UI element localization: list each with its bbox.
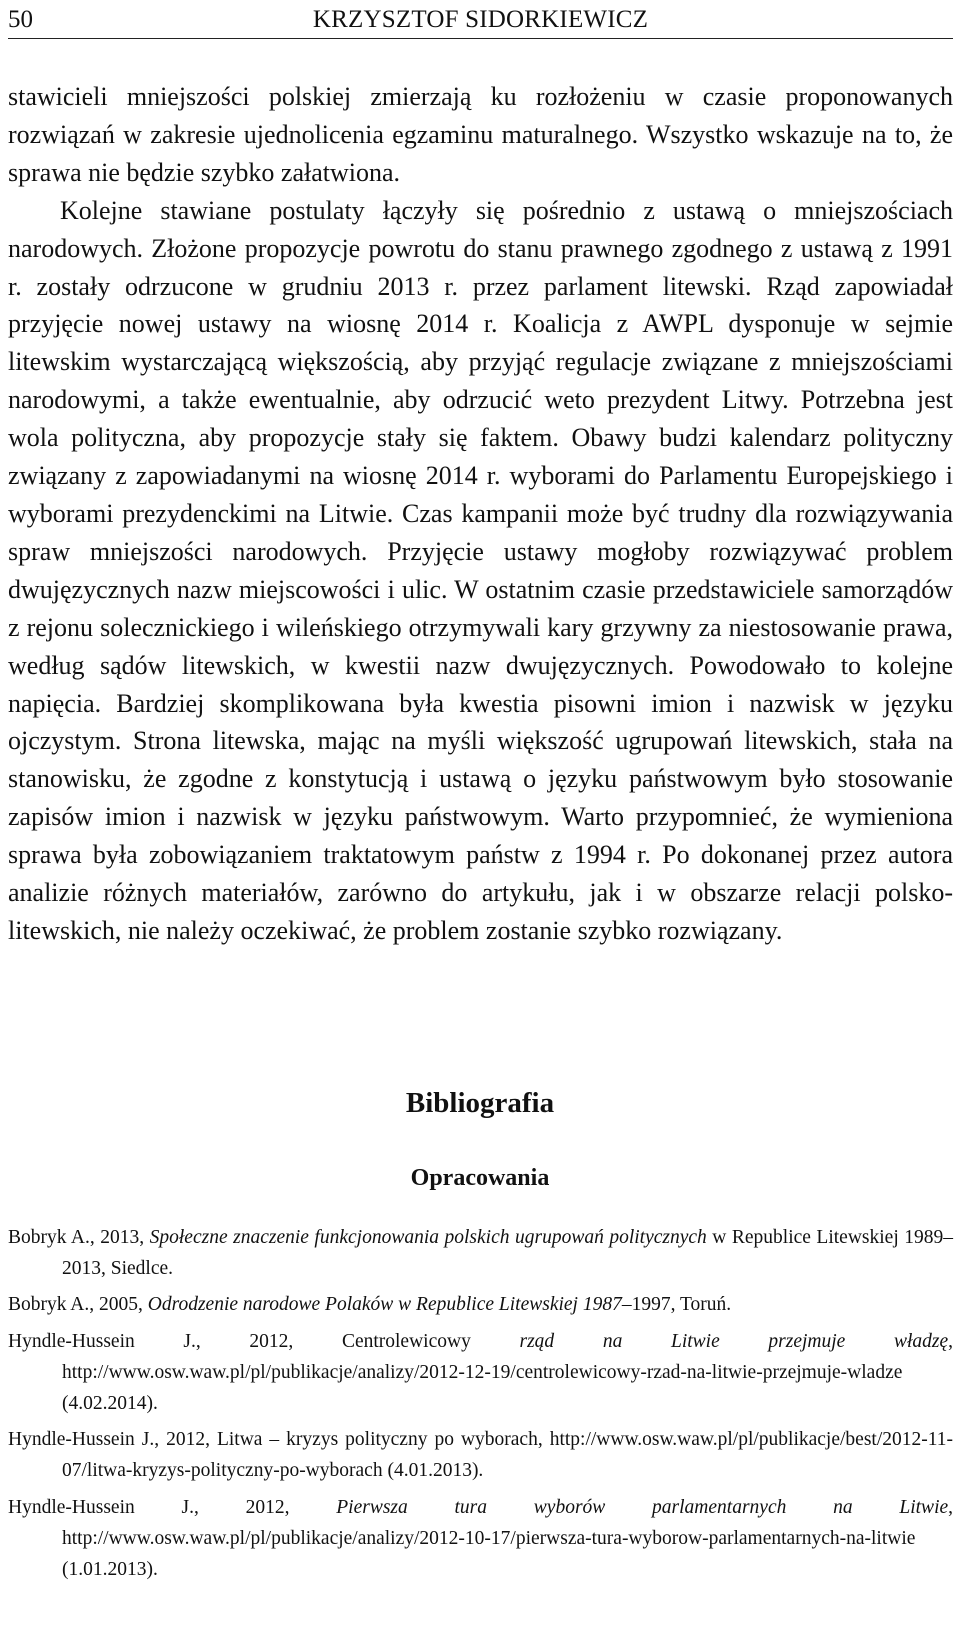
entry-title-plain: Litwa – kryzys polityczny po wyborach — [216, 1429, 538, 1451]
bibliography-entry — [8, 1492, 953, 1586]
entry-details: , http://www.osw.waw.pl/pl/publikacje/analizy/2012-10-17/pierwsza-tura-wyborow-parlamentarnych-na-litwie (1.01.2013). — [62, 1496, 954, 1581]
bibliography-entry — [8, 1222, 953, 1284]
entry-details: w Republice Litewskiej 1989–2013, Siedlce. — [62, 1227, 953, 1280]
entry-year: , 2005, — [89, 1294, 148, 1316]
entry-title: Społeczne znaczenie funkcjonowania polskich ugrupowań politycznych — [149, 1227, 707, 1248]
entry-author: Bobryk A. — [8, 1227, 90, 1248]
bibliography-entry — [8, 1289, 953, 1320]
running-head-author: KRZYSZTOF SIDORKIEWICZ — [312, 6, 649, 33]
bibliography-entry — [8, 1326, 953, 1420]
bibliography-subheading: Opracowania — [410, 1165, 550, 1191]
page-header — [8, 4, 953, 39]
entry-title: Odrodzenie narodowe Polaków w Republice Litewskiej 1987 — [147, 1294, 622, 1316]
page-number: 50 — [8, 6, 33, 33]
bibliography-heading: Bibliografia — [405, 1087, 555, 1119]
entry-year: , 2012, — [154, 1429, 217, 1451]
entry-title: rząd na Litwie przejmuje władzę — [519, 1330, 949, 1352]
bibliography-entry — [8, 1424, 953, 1486]
paragraph: Kolejne stawiane postulaty łączyły się pośrednio z ustawą o mniejszościach narodowych. Złożone propozycje powrotu do stanu prawnego zgodnego z ustawą z 1991 r. zostały odrzucone w grudniu 2013 r. przez parlament litewski. Rząd zapowiadał przyjęcie nowej ustawy na wiosnę 2014 r. Koalicja z AWPL dysponuje w sejmie litewskim wystarczającą większością, aby przyjąć regulacje związane z mniejszościami narodowymi, a także ewentualnie, aby odrzucić weto prezydent Litwy. Potrzebna jest wola polityczna, aby propozycje stały się faktem. Obawy budzi kalendarz polityczny związany z zapowiadanymi na wiosnę 2014 r. wyborami do Parlamentu Europejskiego i wyborami prezydenckimi na Litwie. Czas kampanii może być trudny dla rozwiązywania spraw mniejszości narodowych. Przyjęcie ustawy mogłoby rozwiązywać problem dwujęzycznych nazw miejscowości i ulic. W ostatnim czasie przedstawiciele samorządów z rejonu solecznickiego i wileńskiego otrzymywali kary grzywny za niestosowanie prawa, według sądów litewskich, w kwestii nazw dwujęzycznych. Powodowało to kolejne napięcia. Bardziej skomplikowana była kwestia pisowni imion i nazwisk w języku ojczystym. Strona litewska, mając na myśli większość ugrupowań litewskich, stała na stanowisku, że zgodne z konstytucją i ustawą o języku państwowym było stosowanie zapisów imion i nazwisk w języku państwowym. Warto przypomnieć, że wymieniona sprawa była zobowiązaniem traktatowym państw z 1994 r. Po dokonanej przez autora analizie różnych materiałów, zarówno do artykułu, jak i w obszarze relacji polsko-litewskich, nie należy oczekiwać, że problem zostanie szybko rozwiązany. — [8, 195, 953, 945]
bibliography-list — [8, 1222, 953, 1590]
entry-author: Bobryk A. — [8, 1294, 90, 1316]
entry-author: Hyndle-Hussein J. — [8, 1330, 196, 1352]
entry-title: Pierwsza tura wyborów parlamentarnych na Litwie — [336, 1496, 949, 1518]
entry-details: –1997, Toruń. — [621, 1294, 732, 1316]
entry-year: , 2012, — [193, 1496, 337, 1518]
entry-author: Hyndle-Hussein J. — [8, 1429, 155, 1451]
entry-year: , 2013, — [89, 1227, 150, 1248]
entry-details: , http://www.osw.waw.pl/pl/publikacje/best/2012-11-07/litwa-kryzys-polityczny-po-wyborach (4.01.2013). — [62, 1429, 954, 1482]
paragraph-continued: stawicieli mniejszości polskiej zmierzają ku rozłożeniu w czasie proponowanych rozwiązań w zakresie ujednolicenia egzaminu maturalnego. Wszystko wskazuje na to, że sprawa nie będzie szybko załatwiona. — [8, 82, 953, 187]
entry-title-prefix: Centrolewicowy — [341, 1330, 520, 1352]
entry-details: , http://www.osw.waw.pl/pl/publikacje/analizy/2012-12-19/centrolewicowy-rzad-na-litwie-przejmuje-wladze (4.02.2014). — [62, 1330, 954, 1415]
main-text — [8, 78, 953, 950]
entry-year: , 2012, — [195, 1330, 342, 1352]
entry-author: Hyndle-Hussein J. — [8, 1496, 194, 1518]
